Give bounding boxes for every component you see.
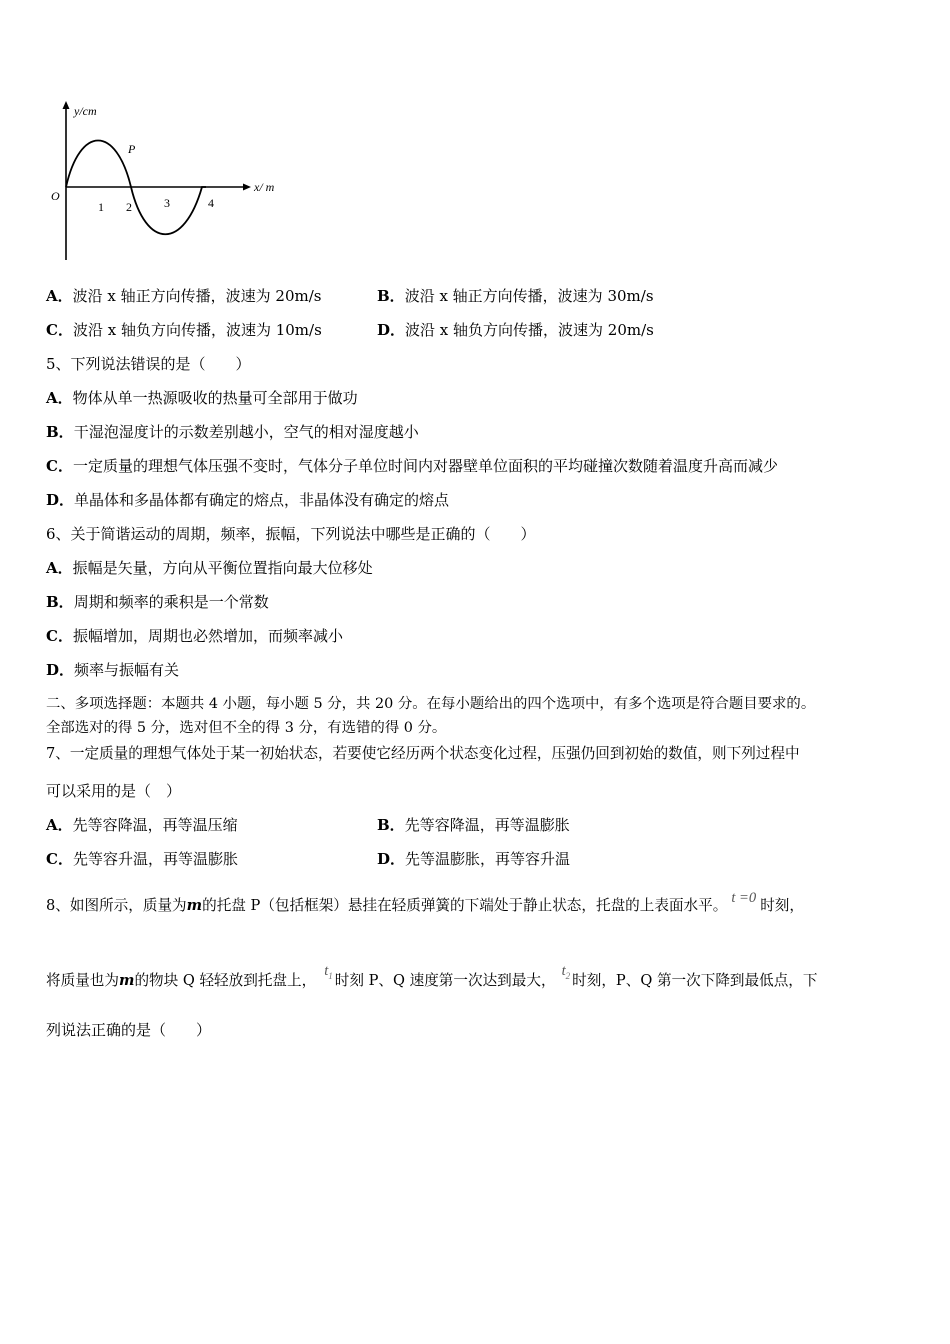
q4-option-d[interactable] bbox=[377, 320, 654, 340]
option-letter: C． bbox=[46, 627, 73, 645]
q6-option-a[interactable] bbox=[46, 558, 373, 578]
tick-label: 1 bbox=[98, 200, 104, 214]
q6-stem: 6、关于简谐运动的周期，频率，振幅，下列说法中哪些是正确的（ ） bbox=[46, 525, 536, 543]
y-axis-arrow bbox=[63, 101, 70, 109]
q5-option-c[interactable] bbox=[46, 456, 778, 476]
q6-option-c[interactable] bbox=[46, 626, 343, 646]
option-letter: B． bbox=[377, 287, 405, 305]
option-text: 振幅增加，周期也必然增加，而频率减小 bbox=[72, 627, 343, 645]
x-axis-arrow bbox=[243, 184, 251, 191]
point-p-label: P bbox=[128, 142, 136, 156]
option-text: 波沿 x 轴负方向传播，波速为 10m/s bbox=[72, 321, 322, 339]
option-text: 一定质量的理想气体压强不变时，气体分子单位时间内对器壁单位面积的平均碰撞次数随着温度升高而减少 bbox=[72, 457, 778, 475]
option-text: 频率与振幅有关 bbox=[74, 661, 180, 679]
t2-symbol: $t_2$ bbox=[561, 963, 571, 981]
option-letter: C． bbox=[46, 850, 73, 868]
option-letter: D． bbox=[377, 321, 406, 339]
y-axis-label: y/cm bbox=[74, 104, 97, 118]
q7-option-c[interactable] bbox=[46, 849, 238, 869]
q8-stem-line1: 8、如图所示，质量为m的托盘 P（包括框架）悬挂在轻质弹簧的下端处于静止状态，托盘的上表面水平。 t =0 时刻， bbox=[46, 890, 804, 914]
option-letter: B． bbox=[46, 593, 74, 611]
q4-option-a[interactable] bbox=[46, 286, 321, 306]
option-text: 波沿 x 轴正方向传播，波速为 30m/s bbox=[404, 287, 654, 305]
option-letter: C． bbox=[46, 321, 73, 339]
option-text: 波沿 x 轴负方向传播，波速为 20m/s bbox=[405, 321, 654, 339]
option-text: 先等容升温，再等温膨胀 bbox=[72, 850, 238, 868]
q7-option-b[interactable] bbox=[377, 815, 570, 835]
section2-header-line2: 全部选对的得 5 分，选对但不全的得 3 分，有选错的得 0 分。 bbox=[46, 720, 447, 736]
option-text: 干湿泡湿度计的示数差别越小，空气的相对湿度越小 bbox=[73, 423, 419, 441]
q8-stem-line3: 列说法正确的是（ ） bbox=[46, 1021, 212, 1039]
q8-stem-line2: 将质量也为m的物块 Q 轻轻放到托盘上，$t_1$ 时刻 P、Q 速度第一次达到最大，$t_2$ 时刻，P、Q 第一次下降到最低点，下 bbox=[46, 963, 818, 989]
option-letter: C． bbox=[46, 457, 73, 475]
q5-option-b[interactable] bbox=[46, 422, 419, 442]
option-text: 先等容降温，再等温膨胀 bbox=[404, 816, 570, 834]
option-letter: D． bbox=[46, 661, 75, 679]
option-text: 周期和频率的乘积是一个常数 bbox=[73, 593, 269, 611]
t1-symbol: $t_1$ bbox=[324, 963, 333, 981]
wave-figure bbox=[46, 95, 286, 265]
option-text: 单晶体和多晶体都有确定的熔点，非晶体没有确定的熔点 bbox=[74, 491, 450, 509]
option-text: 物体从单一热源吸收的热量可全部用于做功 bbox=[72, 389, 358, 407]
option-text: 先等温膨胀，再等容升温 bbox=[405, 850, 571, 868]
q5-option-d[interactable] bbox=[46, 490, 449, 510]
tick-label: 2 bbox=[126, 200, 132, 214]
tick-label: 3 bbox=[164, 196, 170, 210]
option-text: 波沿 x 轴正方向传播，波速为 20m/s bbox=[72, 287, 322, 305]
option-letter: D． bbox=[377, 850, 406, 868]
q4-option-b[interactable] bbox=[377, 286, 654, 306]
q6-option-b[interactable] bbox=[46, 592, 269, 612]
mass-symbol: m bbox=[118, 972, 135, 989]
option-letter: A． bbox=[46, 559, 73, 577]
q6-option-d[interactable] bbox=[46, 660, 179, 680]
option-text: 先等容降温，再等温压缩 bbox=[72, 816, 238, 834]
q7-stem-line1: 7、一定质量的理想气体处于某一初始状态，若要使它经历两个状态变化过程，压强仍回到初始的数值，则下列过程中 bbox=[46, 745, 800, 762]
option-letter: A． bbox=[46, 389, 73, 407]
option-text: 振幅是矢量，方向从平衡位置指向最大位移处 bbox=[72, 559, 373, 577]
q5-stem: 5、下列说法错误的是（ ） bbox=[46, 355, 251, 373]
q7-stem-line2: 可以采用的是（ ） bbox=[46, 782, 182, 800]
tick-label: 4 bbox=[208, 196, 214, 210]
q7-option-d[interactable] bbox=[377, 849, 570, 869]
x-axis-label: x/ m bbox=[254, 180, 275, 194]
q5-option-a[interactable] bbox=[46, 388, 358, 408]
option-letter: B． bbox=[377, 816, 405, 834]
mass-symbol: m bbox=[186, 897, 203, 914]
q4-option-c[interactable] bbox=[46, 320, 322, 340]
option-letter: A． bbox=[46, 816, 73, 834]
t-zero-symbol: t =0 bbox=[731, 890, 757, 906]
option-letter: A． bbox=[46, 287, 73, 305]
q7-option-a[interactable] bbox=[46, 815, 238, 835]
option-letter: D． bbox=[46, 491, 75, 509]
origin-label: O bbox=[51, 189, 60, 203]
section2-header-line1: 二、多项选择题：本题共 4 小题，每小题 5 分，共 20 分。在每小题给出的四个选项中，有多个选项是符合题目要求的。 bbox=[46, 696, 816, 712]
option-letter: B． bbox=[46, 423, 74, 441]
